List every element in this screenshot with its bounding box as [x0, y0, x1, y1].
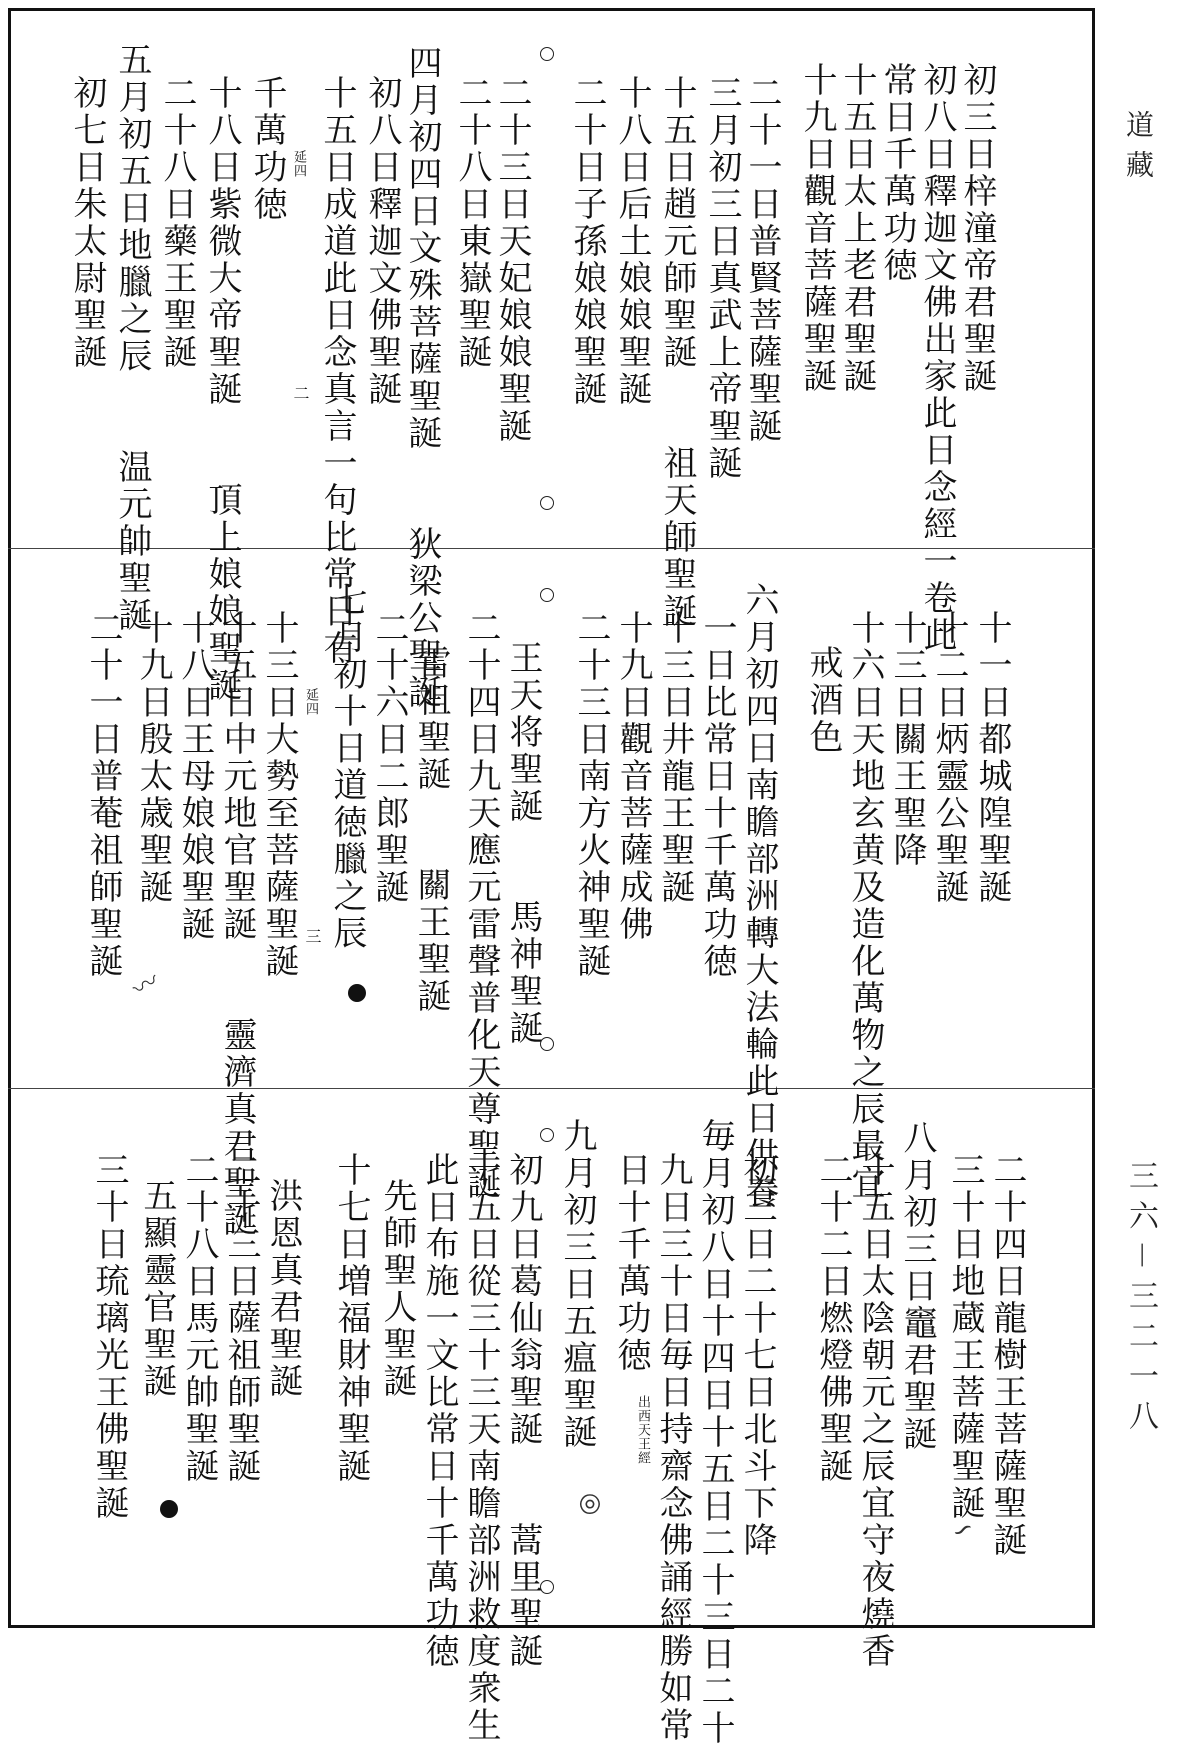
text-column: 二十二日燃燈佛聖誕 — [813, 1152, 853, 1485]
text-column: 初八日釋迦文佛聖誕 — [362, 75, 402, 408]
punctuation-circle — [540, 47, 554, 61]
text-column: 十三日關王聖降 — [887, 610, 927, 869]
ink-mark-icon: ∽ — [945, 1511, 980, 1549]
text-column: 三十日琉璃光王佛聖誕 — [89, 1152, 129, 1522]
text-column: 三十日地蔵王菩薩聖誕 — [945, 1152, 985, 1522]
text-column: 毎月初八日十四日十五日二十三日二十 — [695, 1118, 735, 1747]
text-column: 十二日炳靈公聖誕 — [929, 610, 969, 906]
text-column: 十一日都城隍聖誕 — [972, 610, 1012, 906]
text-column: 四月初四日文殊菩薩聖誕 狄梁公聖誕 — [402, 45, 442, 711]
text-column: 九月初三日五瘟聖誕 — [557, 1118, 597, 1451]
text-column: 二十八日東嶽聖誕 — [452, 75, 492, 371]
text-column: 十三日井龍王聖誕 — [655, 610, 695, 906]
text-column: 十八日王母娘娘聖誕 — [175, 610, 215, 943]
ink-mark-icon: ◎ — [572, 1484, 607, 1522]
text-column: 十五日太上老君聖誕 — [837, 62, 877, 395]
text-column: 七月初十日道徳臘之辰 — [327, 582, 367, 952]
text-column: 十九日觀音菩薩成佛 — [613, 610, 653, 943]
text-column: 日十千萬功徳 — [611, 1152, 651, 1374]
text-column: 二十四日龍樹王菩薩聖誕 — [987, 1152, 1027, 1559]
text-column: 二十四日九天應元雷聲普化天尊聖誕 — [461, 610, 501, 1202]
text-column: 二十三日天妃娘娘聖誕 — [492, 75, 532, 445]
ink-blot-icon — [160, 1500, 178, 1518]
text-column: 十七日増福財神聖誕 — [331, 1152, 371, 1485]
punctuation-circle — [540, 1128, 554, 1142]
text-column: 初七日朱太尉聖誕 — [67, 75, 107, 371]
text-column: 十三日大勢至菩薩聖誕 — [259, 610, 299, 980]
text-column: 十九日殷太歳聖誕 — [133, 610, 173, 906]
punctuation-circle — [540, 1580, 554, 1594]
small-annotation: 延四 — [291, 150, 306, 178]
text-column: 此日布施一文比常日十千萬功徳 — [419, 1152, 459, 1670]
text-column: 十五日趙元師聖誕 祖天師聖誕 — [657, 75, 697, 630]
punctuation-circle — [540, 1037, 554, 1051]
margin-collection-title: 道藏 — [1122, 110, 1155, 190]
text-column: 雷祖聖誕 關王聖誕 — [411, 645, 451, 1015]
text-column: 一日比常日十千萬功徳 — [697, 610, 737, 980]
text-column: 二十三日南方火神聖誕 — [571, 610, 611, 980]
text-column: 戒酒色 — [803, 645, 843, 756]
text-column: 五月初五日地臘之辰 温元帥聖誕 — [112, 42, 152, 634]
text-column: 二十一日普賢菩薩聖誕 — [742, 75, 782, 445]
punctuation-circle — [540, 588, 554, 602]
text-column: 初八日釋迦文佛出家此日念經一卷此 — [917, 62, 957, 654]
text-column: 洪恩真君聖誕 — [263, 1178, 303, 1400]
punctuation-circle — [540, 496, 554, 510]
text-column: 二十八日藥王聖誕 — [157, 75, 197, 371]
text-column: 常日千萬功徳 — [877, 62, 917, 284]
text-column: 二十三日薩祖師聖誕 — [221, 1152, 261, 1485]
text-column: 十五日成道此日念真言一句比常日有 — [317, 75, 357, 667]
text-column: 十六日天地玄黄及造化萬物之辰最宜 — [845, 610, 885, 1202]
text-column: 二十日子孫娘娘聖誕 — [567, 75, 607, 408]
page-mark: 二 — [291, 385, 310, 402]
text-column: 初三日梓潼帝君聖誕 — [957, 62, 997, 395]
text-column: 九日三十日毎日持齋念佛誦經勝如常 — [653, 1152, 693, 1744]
section-divider-2 — [8, 1088, 1095, 1089]
text-column: 十五日中元地官聖誕 靈濟真君聖誕 — [217, 610, 257, 1239]
text-column: 八月初三日竈君聖誕 — [897, 1120, 937, 1453]
text-column: 十八日紫微大帝聖誕 頂上娘娘聖誕 — [202, 75, 242, 704]
margin-page-number: 三六－三二一八 — [1123, 1160, 1158, 1440]
text-column: 二十八日馬元帥聖誕 — [179, 1152, 219, 1485]
text-column: 五顯靈官聖誕 — [137, 1178, 177, 1400]
small-annotation: 延四 — [303, 688, 318, 716]
text-column: 二十六日二郎聖誕 — [369, 610, 409, 906]
ink-mark-icon: 〰 — [127, 966, 166, 1006]
text-column: 王天将聖誕 馬神聖誕 — [503, 640, 543, 1047]
page-mark: 三 — [303, 928, 322, 945]
text-column: 初三日二十七日北斗下降 — [737, 1152, 777, 1559]
text-column: 三月初三日真武上帝聖誕 — [702, 75, 742, 482]
text-column: 十九日觀音菩薩聖誕 — [797, 62, 837, 395]
ink-blot-icon — [348, 984, 366, 1002]
text-column: 十五日從三十三天南瞻部洲救度衆生 — [461, 1152, 501, 1744]
text-column: 千萬功徳 — [247, 75, 287, 223]
text-column: 六月初四日南瞻部洲轉大法輪此日供養 — [739, 582, 779, 1211]
text-column: 十五日太陰朝元之辰宜守夜燒香 — [855, 1152, 895, 1670]
text-column: 先師聖人聖誕 — [377, 1178, 417, 1400]
text-column: 初九日葛仙翁聖誕 蒿里聖誕 — [503, 1152, 543, 1670]
text-column: 十八日后土娘娘聖誕 — [612, 75, 652, 408]
small-annotation: 出西天王經 — [635, 1395, 650, 1465]
text-column: 二十一日普菴祖師聖誕 — [83, 610, 123, 980]
